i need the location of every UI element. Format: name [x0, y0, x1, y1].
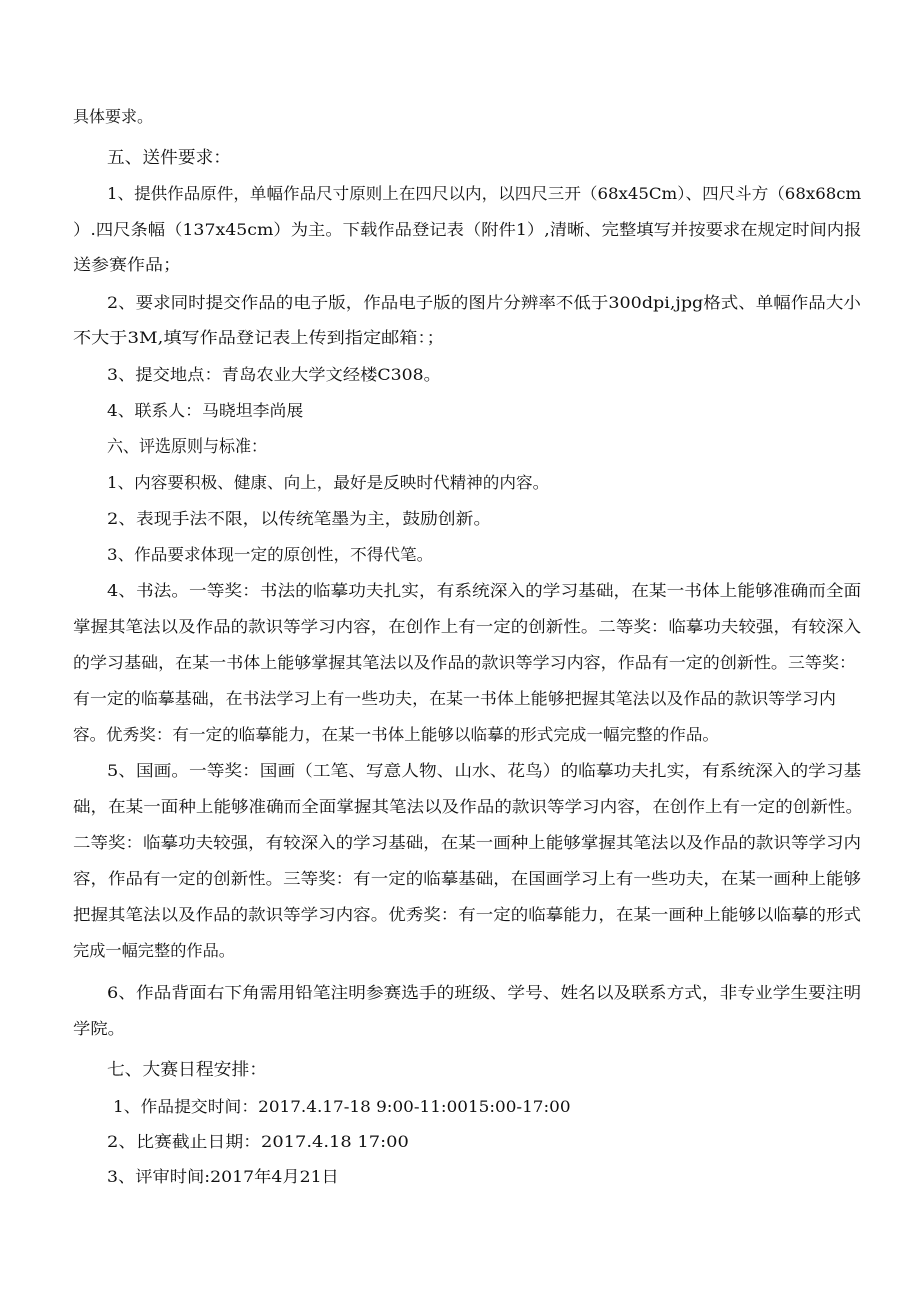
text-line: 5、国画。一等奖：国画（工笔、写意人物、山水、花鸟）的临摹功夫扎实，有系统深入的学习基	[107, 761, 862, 780]
text-line: 4、联系人：马晓坦李尚展	[107, 401, 304, 420]
text-line: 3、作品要求体现一定的原创性，不得代笔。	[107, 545, 434, 564]
text-line: 容，作品有一定的创新性。三等奖：有一定的临摹基础，在国画学习上有一些功夫，在某一画种上能够	[73, 869, 862, 888]
text-line: 3、提交地点：青岛农业大学文经楼C308。	[107, 365, 441, 384]
text-line: 送参赛作品；	[73, 255, 182, 274]
text-line: 的学习基础，在某一书体上能够掌握其笔法以及作品的款识等学习内容，作品有一定的创新性。三等奖：	[73, 653, 857, 672]
text-line: 学院。	[73, 1019, 126, 1038]
schedule-submission: 1、作品提交时间：2017.4.17-18 9:00-11:0015:00-17:00	[113, 1097, 571, 1116]
section-heading-7: 七、大赛日程安排：	[107, 1060, 267, 1080]
text-line: 具体要求。	[73, 107, 154, 126]
text-line: 把握其笔法以及作品的款识等学习内容。优秀奖：有一定的临摹能力，在某一画种上能够以临摹的形式	[73, 905, 862, 924]
text-line: 4、书法。一等奖：书法的临摹功夫扎实，有系统深入的学习基础，在某一书体上能够准确而全面	[107, 581, 862, 600]
text-line: 6、作品背面右下角需用铅笔注明参赛选手的班级、学号、姓名以及联系方式，非专业学生要注明	[107, 983, 862, 1002]
text-line: 1、内容要积极、健康、向上，最好是反映时代精神的内容。	[107, 473, 550, 492]
schedule-review: 3、评审时间:2017年4月21日	[107, 1167, 339, 1186]
section-heading-6: 六、评选原则与标准：	[107, 437, 267, 457]
text-line: 础，在某一面种上能够准确而全面掌握其笔法以及作品的款识等学习内容，在创作上有一定的创新性。	[73, 797, 864, 816]
section-heading-5: 五、送件要求：	[107, 148, 231, 168]
text-line: 有一定的临摹基础，在书法学习上有一些功夫，在某一书体上能够把握其笔法以及作品的款识等学习内	[73, 689, 837, 708]
text-line: 完成一幅完整的作品。	[73, 941, 236, 960]
text-line: 2、表现手法不限，以传统笔墨为主，鼓励创新。	[107, 509, 492, 528]
schedule-deadline: 2、比赛截止日期：2017.4.18 17:00	[107, 1132, 409, 1151]
text-line: 掌握其笔法以及作品的款识等学习内容，在创作上有一定的创新性。二等奖：临摹功夫较强，有较深入	[73, 617, 862, 636]
text-line: 二等奖：临摹功夫较强，有较深入的学习基础，在某一画种上能够掌握其笔法以及作品的款识等学习内	[73, 833, 862, 852]
text-line: 容。优秀奖：有一定的临摹能力，在某一书体上能够以临摹的形式完成一幅完整的作品。	[73, 725, 720, 744]
text-line: 1、提供作品原件，单幅作品尺寸原则上在四尺以内，以四尺三开（68x45Cm）、四尺斗方（68x68cm	[107, 184, 862, 203]
text-line: 不大于3M,填写作品登记表上传到指定邮箱：；	[73, 328, 445, 347]
text-line: 2、要求同时提交作品的电子版，作品电子版的图片分辨率不低于300dpi,jpg格式、单幅作品大小	[107, 293, 861, 312]
text-line: ）.四尺条幅（137x45cm）为主。下载作品登记表（附件1）,清晰、完整填写并按要求在规定时间内报	[73, 220, 862, 239]
